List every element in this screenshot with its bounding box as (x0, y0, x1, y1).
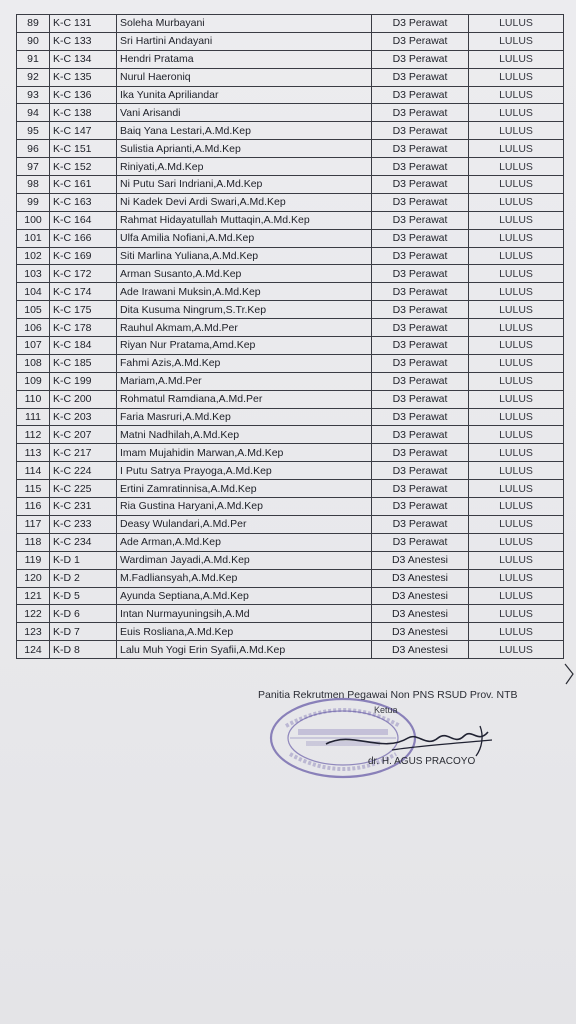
study-program: D3 Perawat (372, 337, 469, 355)
row-number: 115 (17, 480, 50, 498)
study-program: D3 Perawat (372, 158, 469, 176)
table-row (17, 86, 564, 104)
table-row (17, 354, 564, 372)
row-number: 105 (17, 301, 50, 319)
participant-name: Sri Hartini Andayani (117, 32, 372, 50)
table-row (17, 265, 564, 283)
table-row (17, 515, 564, 533)
row-number: 104 (17, 283, 50, 301)
participant-name: Mariam,A.Md.Per (117, 372, 372, 390)
row-number: 93 (17, 86, 50, 104)
participant-code: K-D 6 (50, 605, 117, 623)
study-program: D3 Perawat (372, 68, 469, 86)
row-number: 95 (17, 122, 50, 140)
participant-code: K-C 178 (50, 319, 117, 337)
result-status: LULUS (469, 283, 564, 301)
participant-code: K-C 163 (50, 193, 117, 211)
participant-code: K-C 138 (50, 104, 117, 122)
table-row (17, 193, 564, 211)
participant-code: K-C 131 (50, 15, 117, 33)
result-status: LULUS (469, 140, 564, 158)
table-row (17, 211, 564, 229)
result-status: LULUS (469, 623, 564, 641)
study-program: D3 Perawat (372, 301, 469, 319)
participant-table-body (17, 15, 564, 659)
study-program: D3 Perawat (372, 104, 469, 122)
participant-name: I Putu Satrya Prayoga,A.Md.Kep (117, 462, 372, 480)
table-row (17, 68, 564, 86)
participant-code: K-C 147 (50, 122, 117, 140)
result-status: LULUS (469, 569, 564, 587)
study-program: D3 Perawat (372, 408, 469, 426)
row-number: 108 (17, 354, 50, 372)
result-status: LULUS (469, 176, 564, 194)
study-program: D3 Perawat (372, 86, 469, 104)
row-number: 103 (17, 265, 50, 283)
row-number: 113 (17, 444, 50, 462)
participant-name: Wardiman Jayadi,A.Md.Kep (117, 551, 372, 569)
study-program: D3 Perawat (372, 462, 469, 480)
result-status: LULUS (469, 426, 564, 444)
study-program: D3 Perawat (372, 229, 469, 247)
participant-code: K-C 231 (50, 498, 117, 516)
participant-code: K-C 161 (50, 176, 117, 194)
participant-code: K-C 217 (50, 444, 117, 462)
participant-name: Deasy Wulandari,A.Md.Per (117, 515, 372, 533)
table-row (17, 247, 564, 265)
participant-code: K-C 199 (50, 372, 117, 390)
result-status: LULUS (469, 247, 564, 265)
participant-name: Fahmi Azis,A.Md.Kep (117, 354, 372, 372)
result-status: LULUS (469, 319, 564, 337)
table-row (17, 140, 564, 158)
study-program: D3 Perawat (372, 283, 469, 301)
row-number: 89 (17, 15, 50, 33)
table-row (17, 50, 564, 68)
study-program: D3 Perawat (372, 50, 469, 68)
study-program: D3 Perawat (372, 444, 469, 462)
participant-name: Siti Marlina Yuliana,A.Md.Kep (117, 247, 372, 265)
study-program: D3 Perawat (372, 515, 469, 533)
table-row (17, 533, 564, 551)
result-status: LULUS (469, 498, 564, 516)
participant-name: Riniyati,A.Md.Kep (117, 158, 372, 176)
participant-name: Arman Susanto,A.Md.Kep (117, 265, 372, 283)
participant-name: Ayunda Septiana,A.Md.Kep (117, 587, 372, 605)
participant-name: Intan Nurmayuningsih,A.Md (117, 605, 372, 623)
participant-name: Ulfa Amilia Nofiani,A.Md.Kep (117, 229, 372, 247)
participant-code: K-C 200 (50, 390, 117, 408)
participant-name: Lalu Muh Yogi Erin Syafii,A.Md.Kep (117, 641, 372, 659)
participant-code: K-C 134 (50, 50, 117, 68)
participant-name: Sulistia Aprianti,A.Md.Kep (117, 140, 372, 158)
row-number: 97 (17, 158, 50, 176)
result-status: LULUS (469, 301, 564, 319)
result-status: LULUS (469, 462, 564, 480)
result-status: LULUS (469, 68, 564, 86)
participant-code: K-D 5 (50, 587, 117, 605)
participant-name: Ni Putu Sari Indriani,A.Md.Kep (117, 176, 372, 194)
participant-code: K-C 233 (50, 515, 117, 533)
result-status: LULUS (469, 122, 564, 140)
table-row (17, 283, 564, 301)
participant-name: Rauhul Akmam,A.Md.Per (117, 319, 372, 337)
participant-code: K-C 174 (50, 283, 117, 301)
row-number: 107 (17, 337, 50, 355)
row-number: 92 (17, 68, 50, 86)
table-row (17, 104, 564, 122)
study-program: D3 Perawat (372, 15, 469, 33)
participant-code: K-C 225 (50, 480, 117, 498)
result-status: LULUS (469, 587, 564, 605)
participant-code: K-C 224 (50, 462, 117, 480)
participant-name: Rahmat Hidayatullah Muttaqin,A.Md.Kep (117, 211, 372, 229)
row-number: 94 (17, 104, 50, 122)
result-status: LULUS (469, 551, 564, 569)
participant-name: Vani Arisandi (117, 104, 372, 122)
row-number: 119 (17, 551, 50, 569)
participant-code: K-C 169 (50, 247, 117, 265)
table-row (17, 229, 564, 247)
participant-table (16, 14, 564, 659)
row-number: 101 (17, 229, 50, 247)
table-row (17, 122, 564, 140)
participant-code: K-D 7 (50, 623, 117, 641)
table-row (17, 372, 564, 390)
participant-name: Imam Mujahidin Marwan,A.Md.Kep (117, 444, 372, 462)
participant-code: K-C 152 (50, 158, 117, 176)
result-status: LULUS (469, 15, 564, 33)
study-program: D3 Perawat (372, 140, 469, 158)
result-status: LULUS (469, 605, 564, 623)
participant-code: K-C 184 (50, 337, 117, 355)
row-number: 102 (17, 247, 50, 265)
row-number: 90 (17, 32, 50, 50)
participant-code: K-C 207 (50, 426, 117, 444)
row-number: 121 (17, 587, 50, 605)
row-number: 106 (17, 319, 50, 337)
participant-code: K-C 151 (50, 140, 117, 158)
participant-name: Ria Gustina Haryani,A.Md.Kep (117, 498, 372, 516)
pen-mark-icon (562, 660, 576, 688)
result-status: LULUS (469, 158, 564, 176)
study-program: D3 Anestesi (372, 587, 469, 605)
participant-name: Ade Arman,A.Md.Kep (117, 533, 372, 551)
table-row (17, 605, 564, 623)
result-status: LULUS (469, 265, 564, 283)
participant-name: Ertini Zamratinnisa,A.Md.Kep (117, 480, 372, 498)
study-program: D3 Perawat (372, 176, 469, 194)
table-row (17, 301, 564, 319)
study-program: D3 Perawat (372, 426, 469, 444)
study-program: D3 Anestesi (372, 569, 469, 587)
study-program: D3 Anestesi (372, 641, 469, 659)
row-number: 98 (17, 176, 50, 194)
committee-title: Panitia Rekrutmen Pegawai Non PNS RSUD Prov. NTB (258, 689, 518, 701)
row-number: 91 (17, 50, 50, 68)
result-status: LULUS (469, 372, 564, 390)
result-status: LULUS (469, 32, 564, 50)
table-row (17, 337, 564, 355)
result-status: LULUS (469, 229, 564, 247)
result-status: LULUS (469, 337, 564, 355)
participant-name: Ade Irawani Muksin,A.Md.Kep (117, 283, 372, 301)
participant-name: Ni Kadek Devi Ardi Swari,A.Md.Kep (117, 193, 372, 211)
participant-code: K-C 172 (50, 265, 117, 283)
row-number: 124 (17, 641, 50, 659)
row-number: 123 (17, 623, 50, 641)
study-program: D3 Anestesi (372, 605, 469, 623)
table-row (17, 623, 564, 641)
row-number: 96 (17, 140, 50, 158)
study-program: D3 Perawat (372, 480, 469, 498)
study-program: D3 Perawat (372, 533, 469, 551)
study-program: D3 Perawat (372, 211, 469, 229)
study-program: D3 Perawat (372, 319, 469, 337)
result-status: LULUS (469, 515, 564, 533)
table-row (17, 158, 564, 176)
table-row (17, 551, 564, 569)
result-status: LULUS (469, 354, 564, 372)
study-program: D3 Anestesi (372, 551, 469, 569)
participant-code: K-D 2 (50, 569, 117, 587)
table-row (17, 569, 564, 587)
participant-code: K-C 185 (50, 354, 117, 372)
participant-code: K-C 166 (50, 229, 117, 247)
result-status: LULUS (469, 50, 564, 68)
participant-name: Hendri Pratama (117, 50, 372, 68)
participant-code: K-C 203 (50, 408, 117, 426)
study-program: D3 Anestesi (372, 623, 469, 641)
row-number: 122 (17, 605, 50, 623)
table-row (17, 480, 564, 498)
table-row (17, 444, 564, 462)
table-row (17, 390, 564, 408)
participant-code: K-C 136 (50, 86, 117, 104)
table-row (17, 176, 564, 194)
study-program: D3 Perawat (372, 122, 469, 140)
table-row (17, 319, 564, 337)
participant-name: Baiq Yana Lestari,A.Md.Kep (117, 122, 372, 140)
result-status: LULUS (469, 211, 564, 229)
row-number: 100 (17, 211, 50, 229)
participant-name: Matni Nadhilah,A.Md.Kep (117, 426, 372, 444)
participant-name: Nurul Haeroniq (117, 68, 372, 86)
result-status: LULUS (469, 104, 564, 122)
participant-name: Euis Rosliana,A.Md.Kep (117, 623, 372, 641)
table-row (17, 462, 564, 480)
participant-name: Riyan Nur Pratama,Amd.Kep (117, 337, 372, 355)
study-program: D3 Perawat (372, 498, 469, 516)
participant-name: M.Fadliansyah,A.Md.Kep (117, 569, 372, 587)
row-number: 116 (17, 498, 50, 516)
result-status: LULUS (469, 533, 564, 551)
participant-code: K-C 135 (50, 68, 117, 86)
participant-name: Ika Yunita Apriliandar (117, 86, 372, 104)
study-program: D3 Perawat (372, 390, 469, 408)
participant-code: K-C 133 (50, 32, 117, 50)
participant-name: Dita Kusuma Ningrum,S.Tr.Kep (117, 301, 372, 319)
result-status: LULUS (469, 86, 564, 104)
result-status: LULUS (469, 408, 564, 426)
participant-name: Rohmatul Ramdiana,A.Md.Per (117, 390, 372, 408)
study-program: D3 Perawat (372, 32, 469, 50)
table-row (17, 641, 564, 659)
participant-code: K-C 234 (50, 533, 117, 551)
result-status: LULUS (469, 480, 564, 498)
signature-icon (322, 720, 497, 760)
study-program: D3 Perawat (372, 354, 469, 372)
row-number: 112 (17, 426, 50, 444)
row-number: 118 (17, 533, 50, 551)
participant-code: K-D 8 (50, 641, 117, 659)
row-number: 111 (17, 408, 50, 426)
result-status: LULUS (469, 390, 564, 408)
row-number: 99 (17, 193, 50, 211)
row-number: 110 (17, 390, 50, 408)
table-row (17, 15, 564, 33)
study-program: D3 Perawat (372, 247, 469, 265)
result-status: LULUS (469, 444, 564, 462)
row-number: 114 (17, 462, 50, 480)
study-program: D3 Perawat (372, 372, 469, 390)
participant-code: K-C 175 (50, 301, 117, 319)
row-number: 109 (17, 372, 50, 390)
table-row (17, 32, 564, 50)
table-row (17, 498, 564, 516)
study-program: D3 Perawat (372, 265, 469, 283)
row-number: 120 (17, 569, 50, 587)
participant-name: Faria Masruri,A.Md.Kep (117, 408, 372, 426)
signer-name: dr. H. AGUS PRACOYO (368, 756, 476, 767)
result-status: LULUS (469, 641, 564, 659)
participant-code: K-C 164 (50, 211, 117, 229)
row-number: 117 (17, 515, 50, 533)
participant-code: K-D 1 (50, 551, 117, 569)
committee-role: Ketua (374, 705, 398, 715)
table-row (17, 587, 564, 605)
study-program: D3 Perawat (372, 193, 469, 211)
table-row (17, 426, 564, 444)
result-status: LULUS (469, 193, 564, 211)
table-row (17, 408, 564, 426)
participant-name: Soleha Murbayani (117, 15, 372, 33)
